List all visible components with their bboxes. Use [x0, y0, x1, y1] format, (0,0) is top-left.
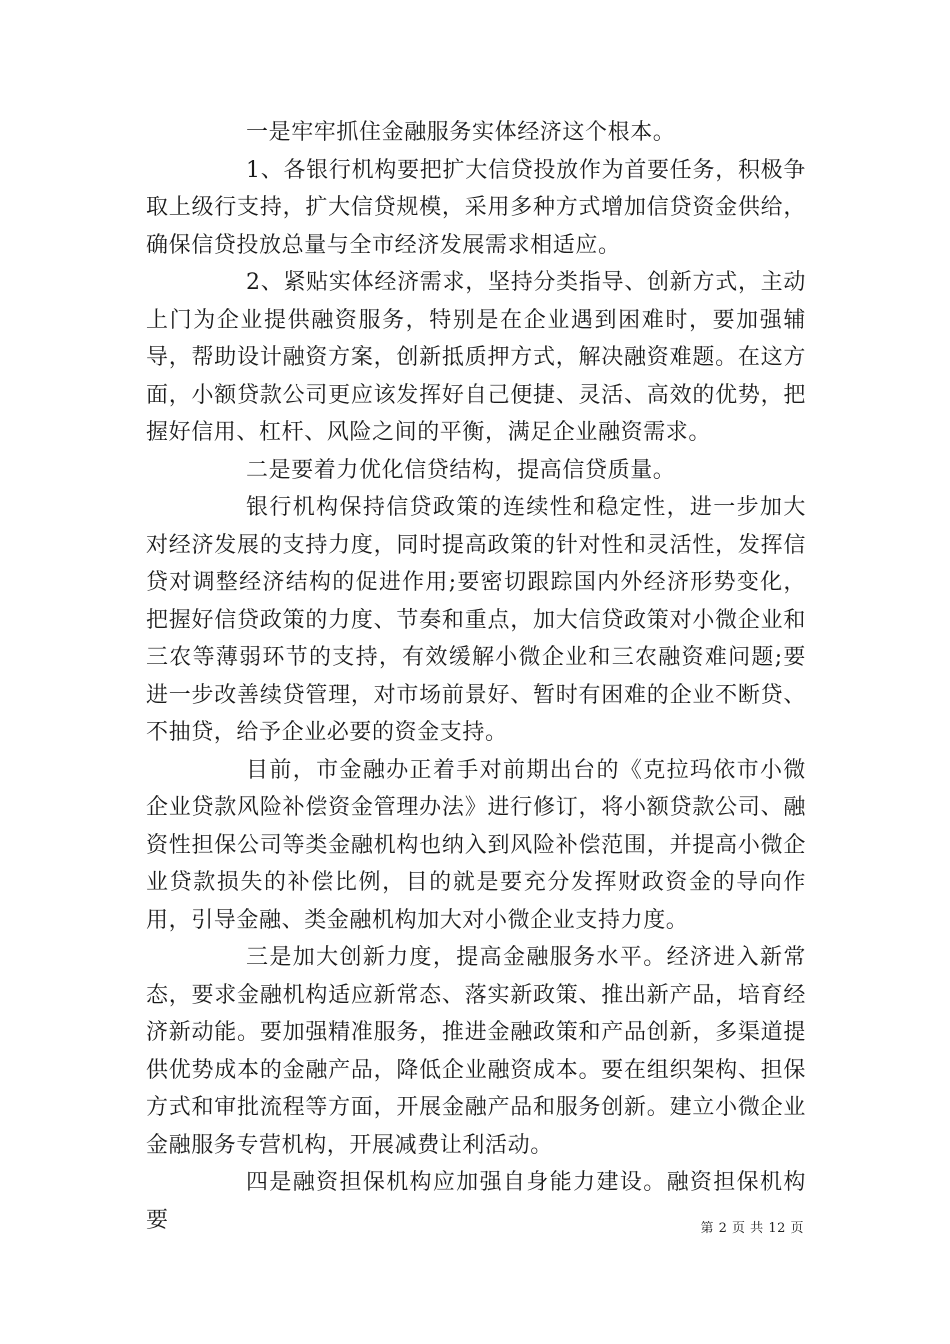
paragraph-2: 1、各银行机构要把扩大信贷投放作为首要任务，积极争取上级行支持，扩大信贷规模，采用多种方式增加信贷资金供给，确保信贷投放总量与全市经济发展需求相适应。	[146, 157, 806, 258]
page-number-footer: 第 2 页 共 12 页	[700, 1221, 804, 1236]
paragraph-8: 四是融资担保机构应加强自身能力建设。融资担保机构要	[146, 1170, 806, 1233]
paragraph-4: 二是要着力优化信贷结构，提高信贷质量。	[246, 457, 676, 483]
document-body	[146, 114, 806, 1239]
paragraph-3: 2、紧贴实体经济需求，坚持分类指导、创新方式，主动上门为企业提供融资服务，特别是在企业遇到困难时，要加强辅导，帮助设计融资方案，创新抵质押方式，解决融资难题。在这方面，小额贷款公司更应该发挥好自己便捷、灵活、高效的优势，把握好信用、杠杆、风险之间的平衡，满足企业融资需求。	[146, 270, 806, 445]
paragraph-7: 三是加大创新力度，提高金融服务水平。经济进入新常态，要求金融机构适应新常态、落实新政策、推出新产品，培育经济新动能。要加强精准服务，推进金融政策和产品创新，多渠道提供优势成本的金融产品，降低企业融资成本。要在组织架构、担保方式和审批流程等方面，开展金融产品和服务创新。建立小微企业金融服务专营机构，开展减费让利活动。	[146, 945, 806, 1158]
paragraph-6: 目前，市金融办正着手对前期出台的《克拉玛依市小微企业贷款风险补偿资金管理办法》进行修订，将小额贷款公司、融资性担保公司等类金融机构也纳入到风险补偿范围，并提高小微企业贷款损失的补偿比例，目的就是要充分发挥财政资金的导向作用，引导金融、类金融机构加大对小微企业支持力度。	[146, 757, 806, 933]
paragraph-1: 一是牢牢抓住金融服务实体经济这个根本。	[246, 120, 676, 145]
paragraph-5: 银行机构保持信贷政策的连续性和稳定性，进一步加大对经济发展的支持力度，同时提高政策的针对性和灵活性，发挥信贷对调整经济结构的促进作用;要密切跟踪国内外经济形势变化，把握好信贷政策的力度、节奏和重点，加大信贷政策对小微企业和三农等薄弱环节的支持，有效缓解小微企业和三农融资难问题;要进一步改善续贷管理，对市场前景好、暂时有困难的企业不断贷、不抽贷，给予企业必要的资金支持。	[146, 495, 806, 745]
